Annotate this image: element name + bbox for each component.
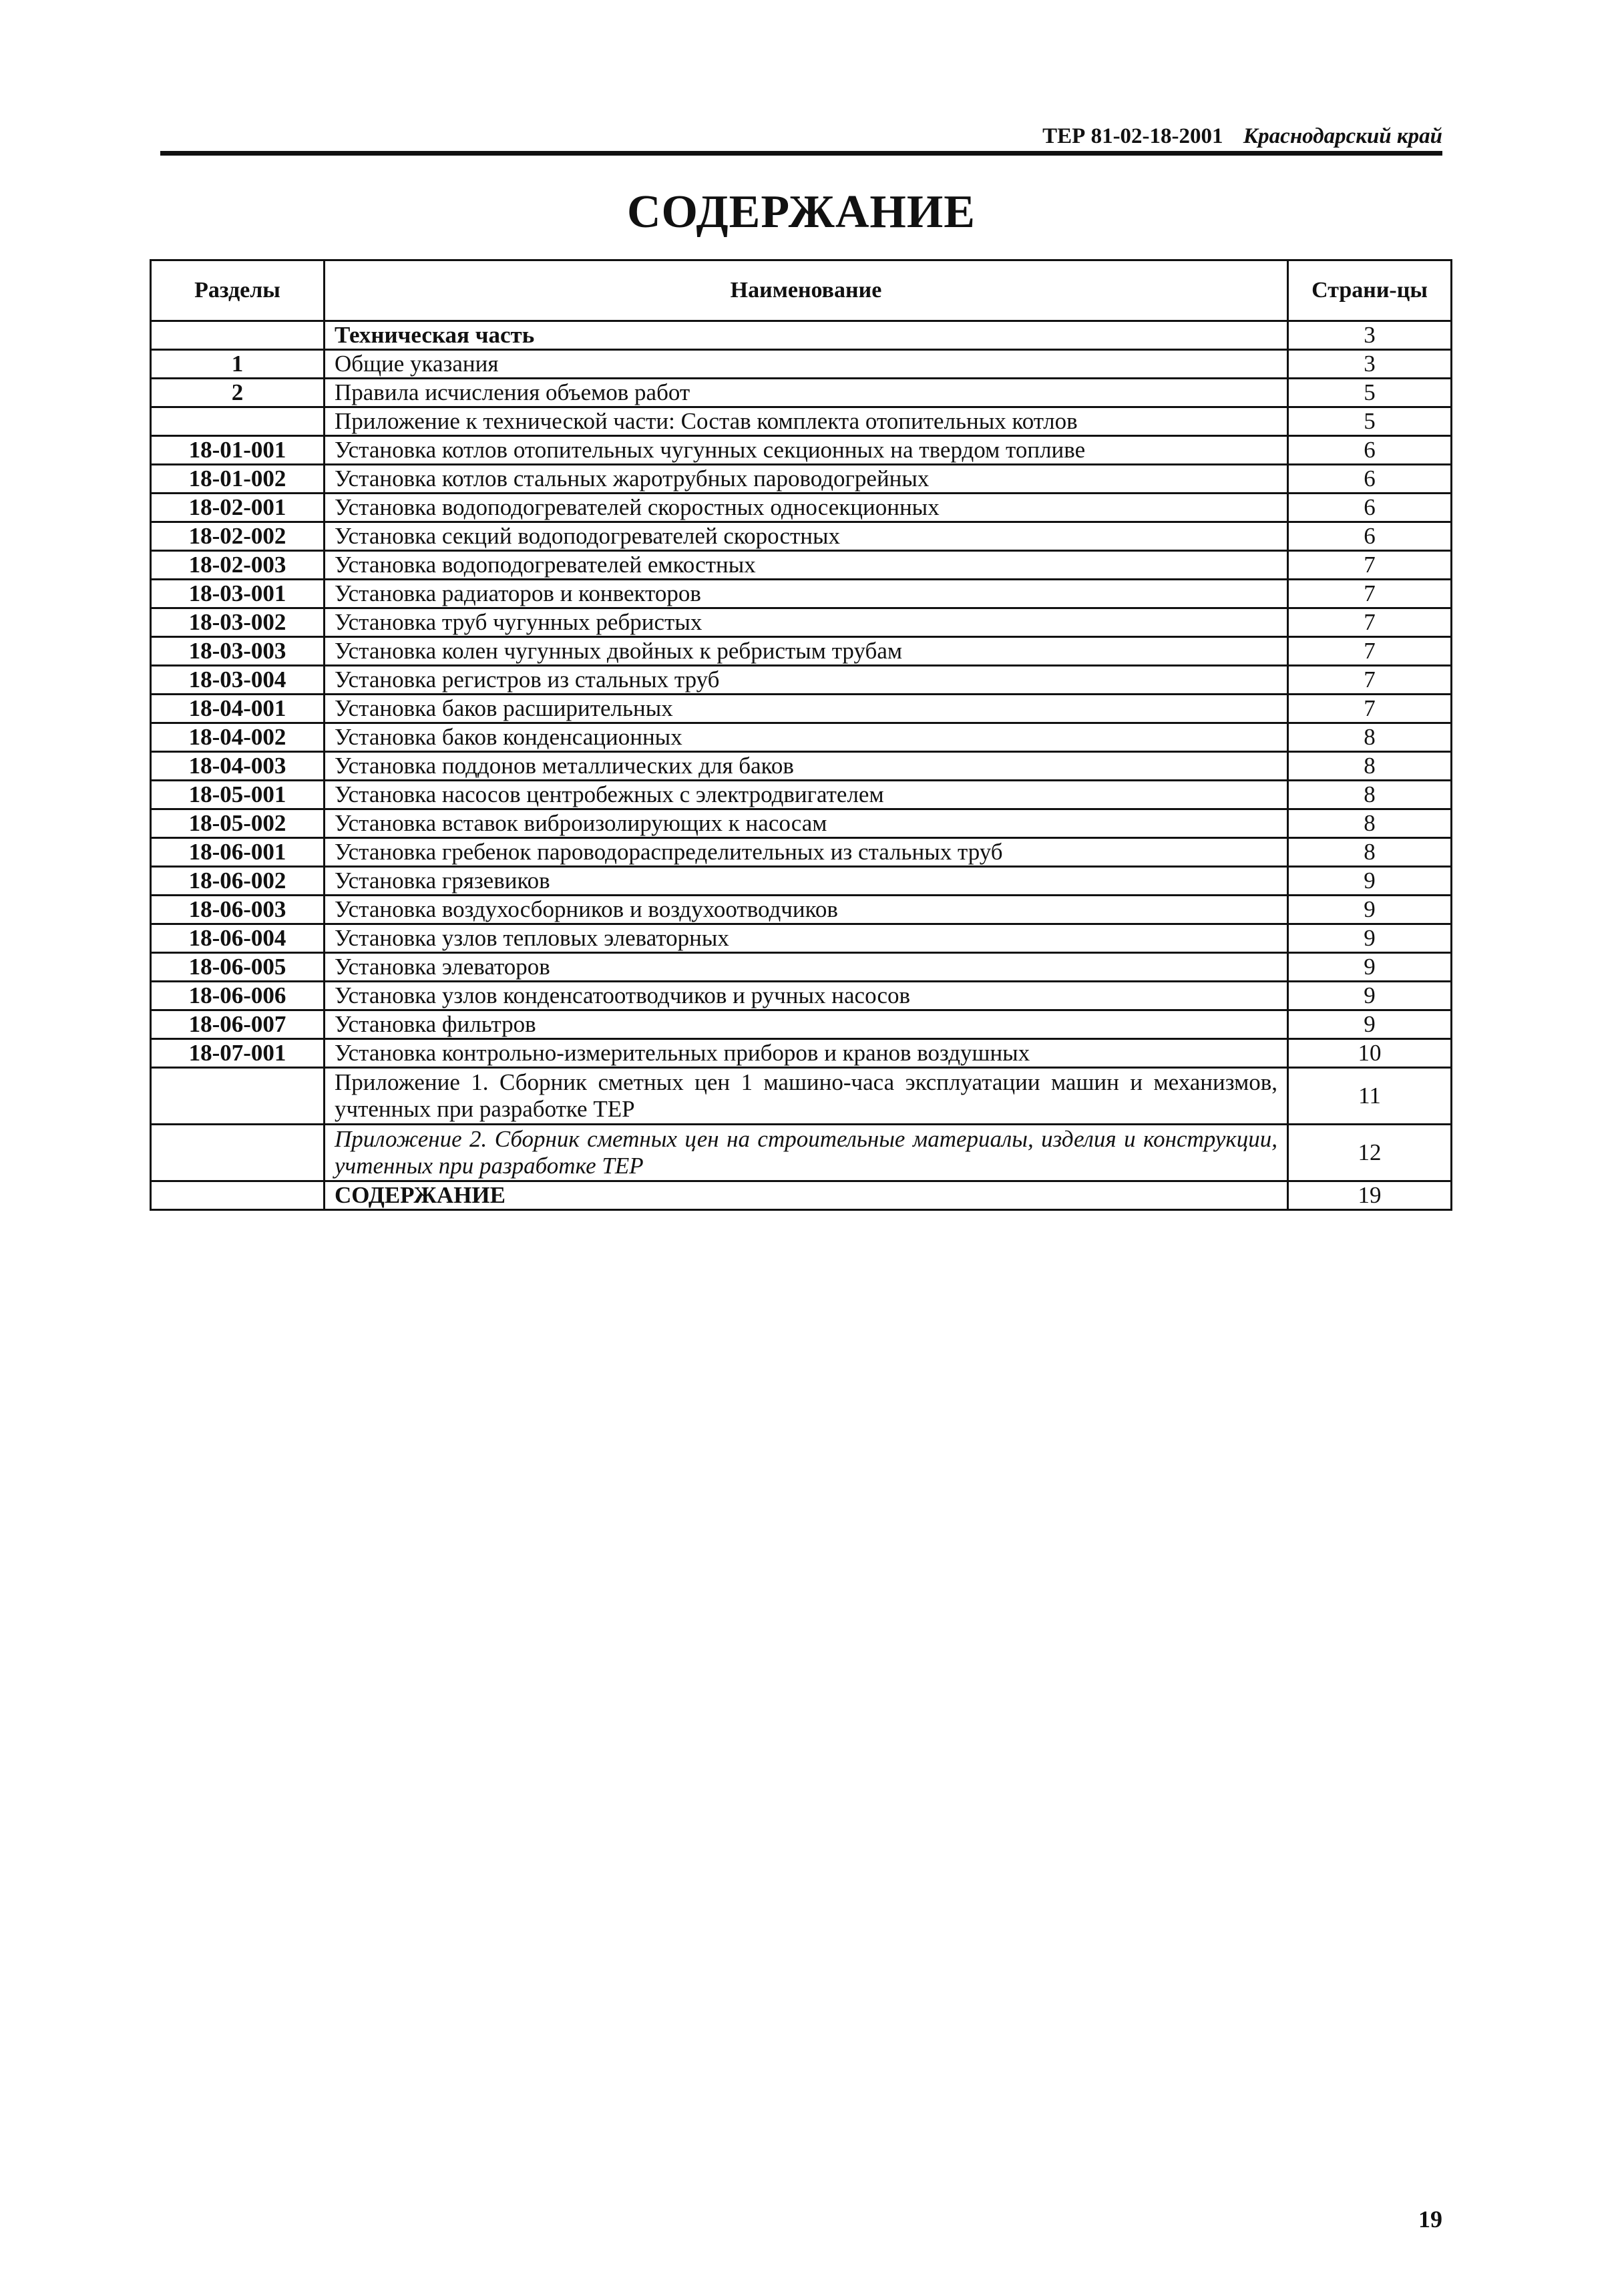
- section-name: Установка элеваторов: [325, 953, 1288, 982]
- section-code: 18-07-001: [151, 1039, 325, 1068]
- section-code: 18-04-003: [151, 752, 325, 781]
- header-name: Наименование: [325, 260, 1288, 321]
- running-header: [160, 122, 1442, 151]
- section-name: Установка труб чугунных ребристых: [325, 608, 1288, 637]
- table-row: [151, 1181, 1452, 1210]
- table-row: [151, 809, 1452, 838]
- document-code: ТЕР 81-02-18-2001: [1042, 124, 1223, 148]
- section-code: [151, 1068, 325, 1125]
- section-name: Установка водоподогревателей емкостных: [325, 551, 1288, 580]
- table-row: [151, 924, 1452, 953]
- header-pages: Страни-цы: [1288, 260, 1452, 321]
- table-row: [151, 1125, 1452, 1181]
- page-ref: 9: [1288, 953, 1452, 982]
- page-ref: 7: [1288, 551, 1452, 580]
- table-row: [151, 436, 1452, 465]
- section-code: 18-02-002: [151, 522, 325, 551]
- section-code: 18-03-002: [151, 608, 325, 637]
- section-code: 18-06-002: [151, 867, 325, 896]
- table-row: [151, 666, 1452, 695]
- section-name: Установка вставок виброизолирующих к насосам: [325, 809, 1288, 838]
- section-code: 18-06-001: [151, 838, 325, 867]
- page-ref: 7: [1288, 580, 1452, 608]
- table-row: [151, 407, 1452, 436]
- table-row: [151, 867, 1452, 896]
- table-row: [151, 953, 1452, 982]
- section-code: [151, 1125, 325, 1181]
- table-row: [151, 1010, 1452, 1039]
- section-name: Установка гребенок пароводораспределительных из стальных труб: [325, 838, 1288, 867]
- page-number: 19: [1418, 2206, 1442, 2233]
- section-name: Установка секций водоподогревателей скоростных: [325, 522, 1288, 551]
- page-ref: 6: [1288, 522, 1452, 551]
- table-row: [151, 494, 1452, 522]
- table-row: [151, 321, 1452, 350]
- section-code: [151, 321, 325, 350]
- table-row: [151, 1068, 1452, 1125]
- table-header-row: [151, 260, 1452, 321]
- contents-table: [150, 259, 1452, 1211]
- region-name: Краснодарский край: [1243, 124, 1442, 148]
- section-code: 18-03-003: [151, 637, 325, 666]
- table-row: [151, 723, 1452, 752]
- section-name: Установка баков расширительных: [325, 695, 1288, 723]
- section-name: Установка контрольно-измерительных приборов и кранов воздушных: [325, 1039, 1288, 1068]
- page-ref: 6: [1288, 465, 1452, 494]
- section-name: Установка котлов стальных жаротрубных пароводогрейных: [325, 465, 1288, 494]
- section-code: 18-06-005: [151, 953, 325, 982]
- header-sections: Разделы: [151, 260, 325, 321]
- section-code: 18-01-002: [151, 465, 325, 494]
- table-row: [151, 838, 1452, 867]
- section-code: 18-03-004: [151, 666, 325, 695]
- table-row: [151, 752, 1452, 781]
- table-row: [151, 982, 1452, 1010]
- section-name: Общие указания: [325, 350, 1288, 379]
- section-name: Техническая часть: [325, 321, 1288, 350]
- page-ref: 3: [1288, 321, 1452, 350]
- table-row: [151, 551, 1452, 580]
- page-ref: 9: [1288, 924, 1452, 953]
- section-name: Правила исчисления объемов работ: [325, 379, 1288, 407]
- section-code: 18-06-007: [151, 1010, 325, 1039]
- section-name: Установка фильтров: [325, 1010, 1288, 1039]
- section-code: 18-06-004: [151, 924, 325, 953]
- page-ref: 7: [1288, 695, 1452, 723]
- section-name: Установка баков конденсационных: [325, 723, 1288, 752]
- page-ref: 9: [1288, 982, 1452, 1010]
- section-name: Установка поддонов металлических для баков: [325, 752, 1288, 781]
- table-row: [151, 350, 1452, 379]
- section-name: Установка колен чугунных двойных к ребристым трубам: [325, 637, 1288, 666]
- page-ref: 7: [1288, 608, 1452, 637]
- section-name: Установка узлов конденсатоотводчиков и ручных насосов: [325, 982, 1288, 1010]
- table-row: [151, 522, 1452, 551]
- table-row: [151, 580, 1452, 608]
- section-code: 18-04-002: [151, 723, 325, 752]
- section-name: Установка узлов тепловых элеваторных: [325, 924, 1288, 953]
- section-code: 18-01-001: [151, 436, 325, 465]
- page-ref: 7: [1288, 666, 1452, 695]
- section-code: [151, 1181, 325, 1210]
- table-row: [151, 465, 1452, 494]
- page-ref: 9: [1288, 867, 1452, 896]
- header-rule: [160, 151, 1442, 156]
- page-ref: 10: [1288, 1039, 1452, 1068]
- page-ref: 5: [1288, 407, 1452, 436]
- page-ref: 8: [1288, 752, 1452, 781]
- section-name: Установка водоподогревателей скоростных односекционных: [325, 494, 1288, 522]
- page-ref: 8: [1288, 723, 1452, 752]
- section-name: Приложение 2. Сборник сметных цен на строительные материалы, изделия и конструкции, учтенных при разработке ТЕР: [325, 1125, 1288, 1181]
- page-ref: 9: [1288, 1010, 1452, 1039]
- section-code: 18-02-001: [151, 494, 325, 522]
- section-code: [151, 407, 325, 436]
- table-row: [151, 608, 1452, 637]
- section-name: Приложение к технической части: Состав комплекта отопительных котлов: [325, 407, 1288, 436]
- page-title: СОДЕРЖАНИЕ: [626, 186, 976, 238]
- page-ref: 8: [1288, 809, 1452, 838]
- page-ref: 8: [1288, 838, 1452, 867]
- table-row: [151, 695, 1452, 723]
- table-row: [151, 781, 1452, 809]
- section-name: Установка насосов центробежных с электродвигателем: [325, 781, 1288, 809]
- section-code: 18-06-003: [151, 896, 325, 924]
- section-name: Приложение 1. Сборник сметных цен 1 машино-часа эксплуатации машин и механизмов, учтенных при разработке ТЕР: [325, 1068, 1288, 1125]
- section-name: Установка воздухосборников и воздухоотводчиков: [325, 896, 1288, 924]
- page-ref: 7: [1288, 637, 1452, 666]
- page-ref: 19: [1288, 1181, 1452, 1210]
- section-name: Установка котлов отопительных чугунных секционных на твердом топливе: [325, 436, 1288, 465]
- page-ref: 8: [1288, 781, 1452, 809]
- page-ref: 3: [1288, 350, 1452, 379]
- page-ref: 6: [1288, 494, 1452, 522]
- section-code: 1: [151, 350, 325, 379]
- table-row: [151, 379, 1452, 407]
- section-code: 18-05-001: [151, 781, 325, 809]
- page-ref: 6: [1288, 436, 1452, 465]
- section-code: 18-05-002: [151, 809, 325, 838]
- section-name: Установка грязевиков: [325, 867, 1288, 896]
- section-code: 2: [151, 379, 325, 407]
- page-ref: 9: [1288, 896, 1452, 924]
- section-code: 18-03-001: [151, 580, 325, 608]
- section-name: Установка регистров из стальных труб: [325, 666, 1288, 695]
- table-body: [151, 321, 1452, 1210]
- section-code: 18-04-001: [151, 695, 325, 723]
- section-code: 18-06-006: [151, 982, 325, 1010]
- page-ref: 11: [1288, 1068, 1452, 1125]
- table-row: [151, 896, 1452, 924]
- page-ref: 5: [1288, 379, 1452, 407]
- table-row: [151, 1039, 1452, 1068]
- section-code: 18-02-003: [151, 551, 325, 580]
- table-row: [151, 637, 1452, 666]
- section-name: СОДЕРЖАНИЕ: [325, 1181, 1288, 1210]
- section-name: Установка радиаторов и конвекторов: [325, 580, 1288, 608]
- page-ref: 12: [1288, 1125, 1452, 1181]
